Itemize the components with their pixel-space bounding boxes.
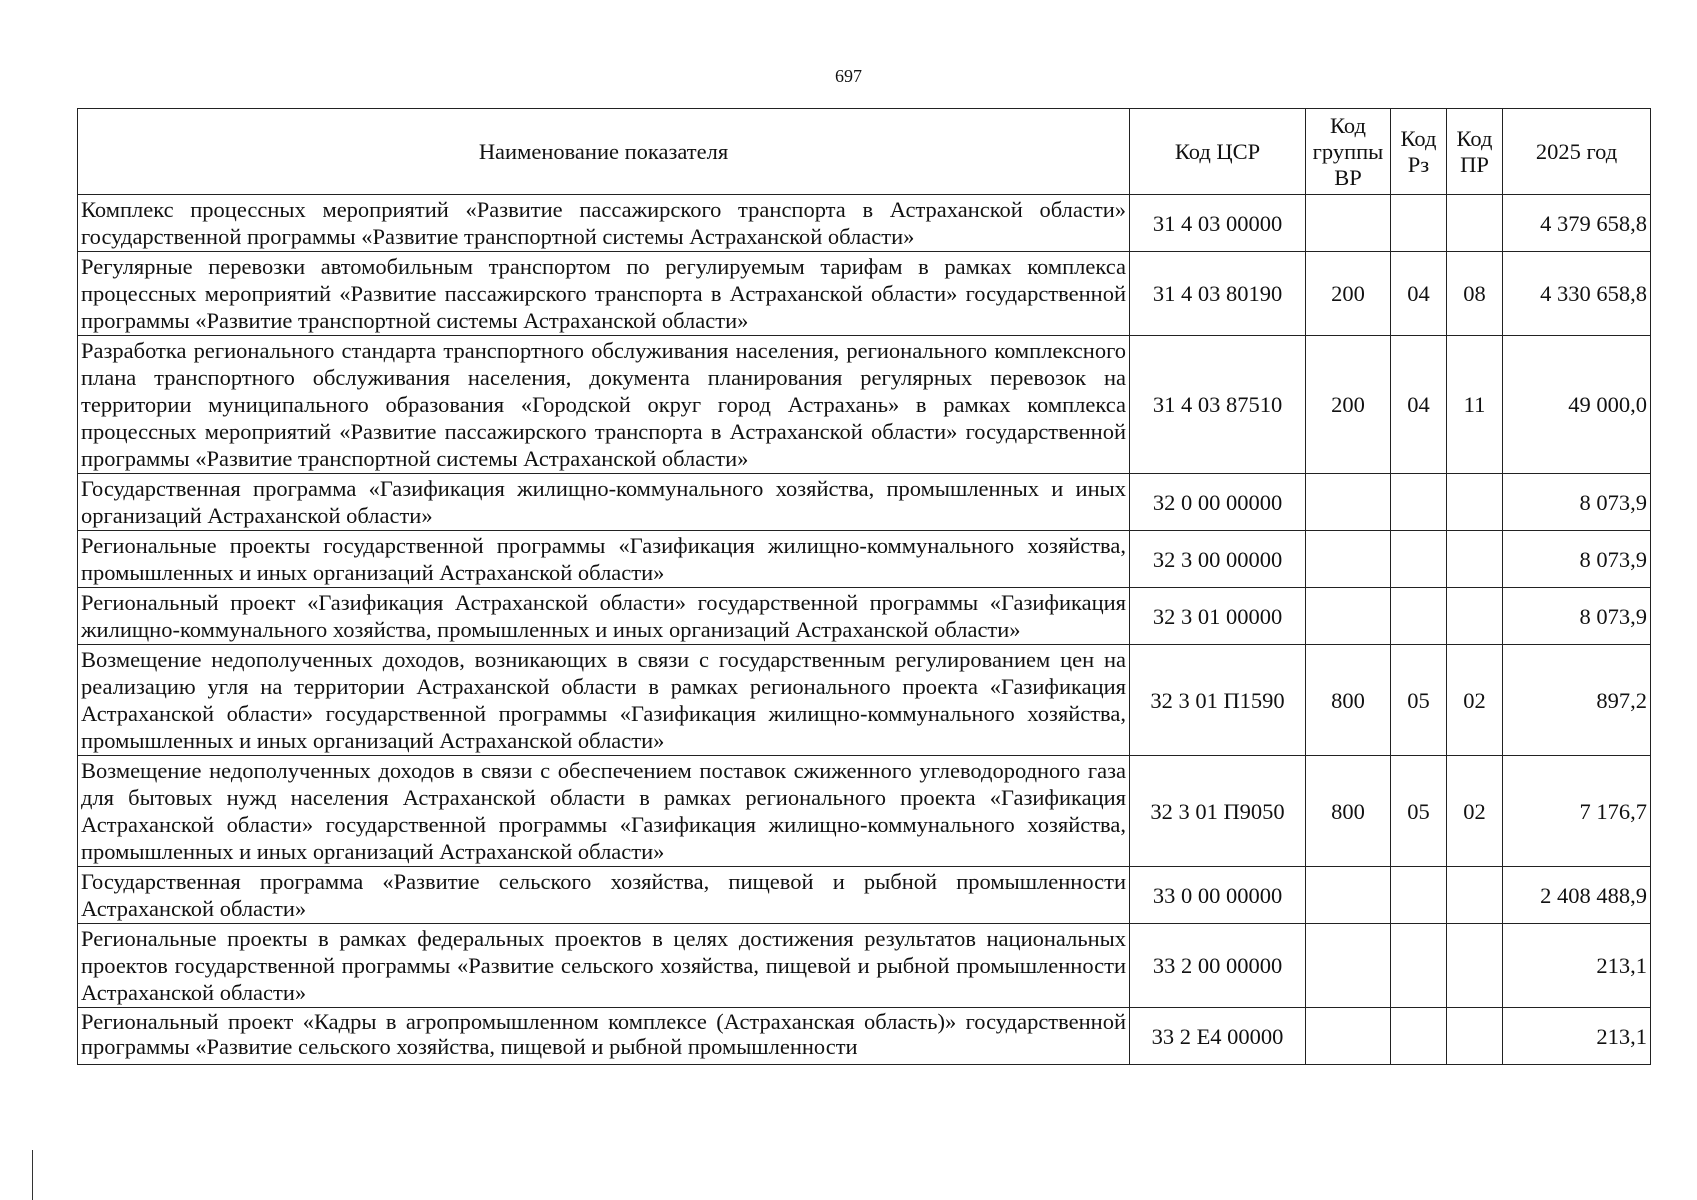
- row-csr-code: 32 0 00 00000: [1130, 474, 1306, 531]
- table-row: [78, 588, 1651, 645]
- row-vr-code: [1306, 195, 1391, 252]
- row-amount: 8 073,9: [1503, 474, 1651, 531]
- row-amount: 4 379 658,8: [1503, 195, 1651, 252]
- row-name: Государственная программа «Газификация жилищно-коммунального хозяйства, промышленных и иных организаций Астраханской области»: [78, 474, 1130, 531]
- row-name: Региональные проекты государственной программы «Газификация жилищно-коммунального хозяйства, промышленных и иных организаций Астраханской области»: [78, 531, 1130, 588]
- row-csr-code: 31 4 03 00000: [1130, 195, 1306, 252]
- row-vr-code: [1306, 474, 1391, 531]
- row-pr-code: 02: [1447, 756, 1503, 867]
- row-name: Государственная программа «Развитие сельского хозяйства, пищевой и рыбной промышленности Астраханской области»: [78, 867, 1130, 924]
- row-rz-code: [1391, 867, 1447, 924]
- row-name: Регулярные перевозки автомобильным транспортом по регулируемым тарифам в рамках комплекса процессных мероприятий «Развитие пассажирского транспорта в Астраханской области» государственной программы «Развитие транспортной системы Астраханской области»: [78, 252, 1130, 336]
- row-rz-code: 05: [1391, 645, 1447, 756]
- table-row: [78, 474, 1651, 531]
- row-vr-code: 800: [1306, 645, 1391, 756]
- table-row: [78, 867, 1651, 924]
- row-csr-code: 32 3 01 00000: [1130, 588, 1306, 645]
- scan-margin-line: [32, 1150, 33, 1200]
- table-row: [78, 1008, 1651, 1065]
- row-amount: 897,2: [1503, 645, 1651, 756]
- row-pr-code: [1447, 195, 1503, 252]
- row-rz-code: [1391, 924, 1447, 1008]
- row-vr-code: 200: [1306, 336, 1391, 474]
- table-row: [78, 756, 1651, 867]
- row-rz-code: [1391, 1008, 1447, 1065]
- row-amount: 49 000,0: [1503, 336, 1651, 474]
- header-csr-code: Код ЦСР: [1130, 109, 1306, 195]
- table-row: [78, 645, 1651, 756]
- row-csr-code: 32 3 01 П1590: [1130, 645, 1306, 756]
- header-rz-code: Код Рз: [1391, 109, 1447, 195]
- header-name: Наименование показателя: [78, 109, 1130, 195]
- row-vr-code: [1306, 1008, 1391, 1065]
- row-pr-code: 02: [1447, 645, 1503, 756]
- row-rz-code: [1391, 588, 1447, 645]
- row-rz-code: [1391, 474, 1447, 531]
- row-name: Разработка регионального стандарта транспортного обслуживания населения, регионального комплексного плана транспортного обслуживания населения, документа планирования регулярных перевозок на территории муниципального образования «Городской округ город Астрахань» в рамках комплекса процессных мероприятий «Развитие пассажирского транспорта в Астраханской области» государственной программы «Развитие транспортной системы Астраханской области»: [78, 336, 1130, 474]
- row-csr-code: 33 2 00 00000: [1130, 924, 1306, 1008]
- table-row: [78, 336, 1651, 474]
- row-name: Комплекс процессных мероприятий «Развитие пассажирского транспорта в Астраханской области» государственной программы «Развитие транспортной системы Астраханской области»: [78, 195, 1130, 252]
- row-vr-code: [1306, 867, 1391, 924]
- row-vr-code: 200: [1306, 252, 1391, 336]
- row-pr-code: 08: [1447, 252, 1503, 336]
- row-name: [78, 1008, 1130, 1065]
- row-vr-code: [1306, 531, 1391, 588]
- page-number: 697: [835, 66, 862, 86]
- row-vr-code: [1306, 924, 1391, 1008]
- row-csr-code: 31 4 03 80190: [1130, 252, 1306, 336]
- row-pr-code: [1447, 588, 1503, 645]
- row-amount: 213,1: [1503, 1008, 1651, 1065]
- table-row: [78, 924, 1651, 1008]
- row-name-text: Региональный проект «Кадры в агропромышленном комплексе (Астраханская область)» государственной программы «Развитие сельского хозяйства, пищевой и рыбной промышленности: [81, 1009, 1126, 1059]
- row-pr-code: [1447, 924, 1503, 1008]
- row-rz-code: 04: [1391, 252, 1447, 336]
- row-csr-code: 32 3 00 00000: [1130, 531, 1306, 588]
- row-csr-code: 32 3 01 П9050: [1130, 756, 1306, 867]
- row-vr-code: 800: [1306, 756, 1391, 867]
- row-amount: 8 073,9: [1503, 588, 1651, 645]
- row-rz-code: [1391, 531, 1447, 588]
- row-rz-code: [1391, 195, 1447, 252]
- row-name: Региональные проекты в рамках федеральных проектов в целях достижения результатов национальных проектов государственной программы «Развитие сельского хозяйства, пищевой и рыбной промышленности Астраханской области»: [78, 924, 1130, 1008]
- table-row: [78, 531, 1651, 588]
- row-rz-code: 05: [1391, 756, 1447, 867]
- table-row: [78, 252, 1651, 336]
- row-csr-code: 31 4 03 87510: [1130, 336, 1306, 474]
- row-name: Возмещение недополученных доходов, возникающих в связи с государственным регулированием цен на реализацию угля на территории Астраханской области в рамках регионального проекта «Газификация Астраханской области» государственной программы «Газификация жилищно-коммунального хозяйства, промышленных и иных организаций Астраханской области»: [78, 645, 1130, 756]
- budget-table: [77, 108, 1651, 1065]
- row-amount: 4 330 658,8: [1503, 252, 1651, 336]
- row-pr-code: [1447, 474, 1503, 531]
- row-rz-code: 04: [1391, 336, 1447, 474]
- row-pr-code: [1447, 531, 1503, 588]
- row-pr-code: [1447, 867, 1503, 924]
- table-row: [78, 195, 1651, 252]
- row-name: Региональный проект «Газификация Астраханской области» государственной программы «Газификация жилищно-коммунального хозяйства, промышленных и иных организаций Астраханской области»: [78, 588, 1130, 645]
- header-vr-code: Код группы ВР: [1306, 109, 1391, 195]
- table-header-row: [78, 109, 1651, 195]
- row-csr-code: 33 0 00 00000: [1130, 867, 1306, 924]
- header-pr-code: Код ПР: [1447, 109, 1503, 195]
- row-pr-code: 11: [1447, 336, 1503, 474]
- row-amount: 2 408 488,9: [1503, 867, 1651, 924]
- row-amount: 8 073,9: [1503, 531, 1651, 588]
- row-amount: 7 176,7: [1503, 756, 1651, 867]
- row-name: Возмещение недополученных доходов в связи с обеспечением поставок сжиженного углеводородного газа для бытовых нужд населения Астраханской области в рамках регионального проекта «Газификация Астраханской области» государственной программы «Газификация жилищно-коммунального хозяйства, промышленных и иных организаций Астраханской области»: [78, 756, 1130, 867]
- row-pr-code: [1447, 1008, 1503, 1065]
- row-amount: 213,1: [1503, 924, 1651, 1008]
- header-year: 2025 год: [1503, 109, 1651, 195]
- row-vr-code: [1306, 588, 1391, 645]
- row-csr-code: 33 2 Е4 00000: [1130, 1008, 1306, 1065]
